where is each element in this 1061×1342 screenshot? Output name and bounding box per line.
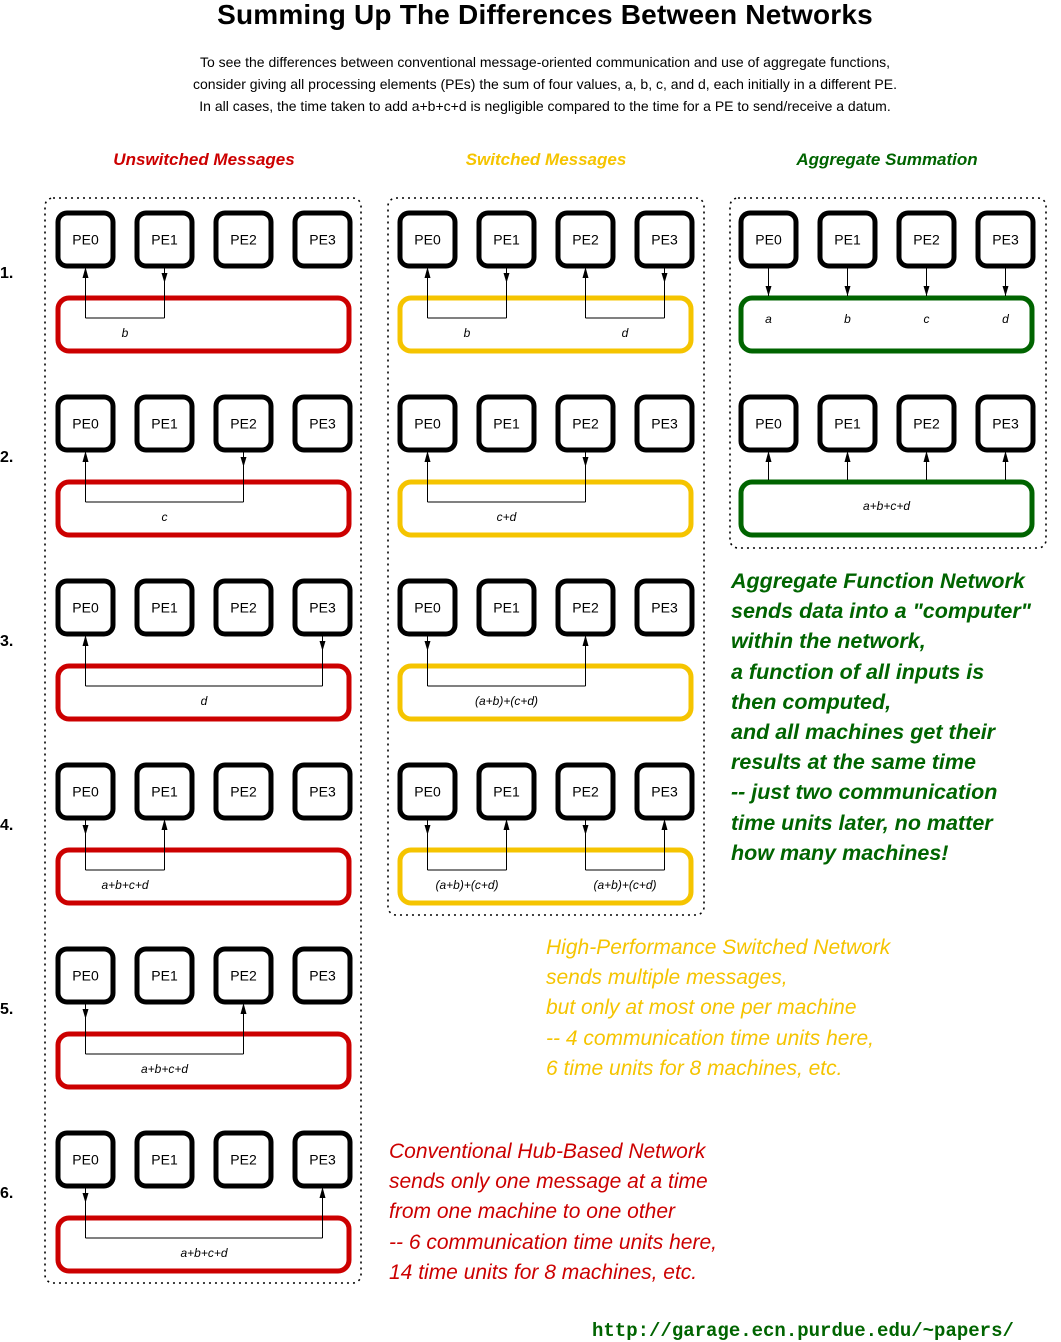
network-bus [741,298,1032,351]
pe-label: PE1 [834,231,861,248]
arrow-down [425,641,431,651]
pe-label: PE0 [414,783,441,800]
pe-label: PE1 [151,967,178,984]
switched-description-line: but only at most one per machine [546,996,857,1020]
arrow-down [83,1193,89,1203]
network-bus [58,1034,349,1087]
message-label: d [621,326,629,340]
arrow-up [241,1003,247,1014]
pe-label: PE2 [230,231,257,248]
pe-label: PE3 [992,415,1019,432]
message-label: a+b+c+d [180,1246,228,1260]
arrow-down [766,286,772,296]
pe-label: PE0 [414,415,441,432]
pe-label: PE0 [72,783,99,800]
step-label: 5. [0,1001,14,1018]
pe-label: PE1 [151,231,178,248]
message-label: (a+b)+(c+d) [435,878,499,892]
arrow-up [504,819,510,830]
arrow-up [425,451,431,462]
conventional-description-line: -- 6 communication time units here, [389,1230,717,1254]
arrow-up [162,819,168,830]
pe-label: PE2 [913,231,940,248]
pe-label: PE2 [230,967,257,984]
aggregate-description-line: sends data into a "computer" [731,599,1031,624]
aggregate-description-line: results at the same time [731,750,976,775]
arrow-down [1003,286,1009,296]
pe-label: PE0 [414,231,441,248]
message-label: c+d [496,510,517,524]
message-label: (a+b)+(c+d) [593,878,657,892]
message-label: a+b+c+d [101,878,149,892]
dotted-frame [45,198,361,1283]
aggregate-description-line: Aggregate Function Network [731,569,1025,593]
page-title: Summing Up The Differences Between Networks [217,0,873,30]
pe-label: PE3 [651,599,678,616]
pe-label: PE3 [651,415,678,432]
aggregate-result-label: a+b+c+d [862,499,911,513]
pe-label: PE0 [755,231,782,248]
pe-label: PE0 [72,1151,99,1168]
pe-label: PE2 [572,599,599,616]
arrow-up [766,451,772,462]
pe-label: PE2 [230,1151,257,1168]
network-bus [58,298,349,351]
step-label: 6. [0,1185,14,1202]
arrow-up [83,635,89,646]
conventional-description [389,1137,717,1288]
pe-label: PE1 [834,415,861,432]
arrow-down [83,825,89,835]
aggregate-description-line: and all machines get their [731,720,996,745]
input-value-label: d [1002,312,1009,326]
arrow-down [583,457,589,467]
arrow-down [162,273,168,283]
arrow-down [583,825,589,835]
aggregate-description-line: how many machines! [731,840,949,865]
pe-label: PE0 [72,599,99,616]
heading-switched: Switched Messages [465,150,627,169]
switched-description [546,933,890,1084]
input-value-label: a [765,312,772,326]
arrow-down [662,273,668,283]
intro-line-1: To see the differences between conventional message-oriented communication and use of aggregate functions, [199,54,891,70]
pe-label: PE2 [572,415,599,432]
pe-label: PE0 [414,599,441,616]
pe-label: PE0 [72,415,99,432]
network-bus [400,850,691,903]
aggregate-description-line: within the network, [731,629,926,654]
heading-aggregate: Aggregate Summation [796,150,978,169]
arrow-up [662,819,668,830]
step-label: 1. [0,265,14,282]
switched-description-line: -- 4 communication time units here, [546,1026,874,1050]
network-bus [400,666,691,719]
arrow-down [83,1009,89,1019]
arrow-up [1003,451,1009,462]
arrow-up [583,267,589,278]
pe-label: PE3 [309,967,336,984]
input-value-label: c [923,312,930,326]
arrow-down [425,825,431,835]
pe-label: PE3 [309,783,336,800]
pe-label: PE3 [309,1151,336,1168]
arrow-up [845,451,851,462]
arrow-up [425,267,431,278]
message-label: d [200,694,208,708]
message-label: a+b+c+d [140,1062,189,1076]
pe-label: PE2 [230,599,257,616]
aggregate-description [731,566,1031,868]
pe-label: PE1 [151,1151,178,1168]
switched-description-line: High-Performance Switched Network [546,936,891,959]
step-label: 3. [0,633,14,650]
arrow-up [83,267,89,278]
input-value-label: b [844,312,851,326]
message-label: c [161,510,168,524]
heading-unswitched: Unswitched Messages [113,150,295,169]
pe-label: PE1 [151,783,178,800]
message-label: b [121,326,129,340]
pe-label: PE1 [151,599,178,616]
arrow-up [583,635,589,646]
switched-description-line: sends multiple messages, [546,966,788,990]
aggregate-description-line: -- just two communication [731,780,998,805]
pe-label: PE0 [72,231,99,248]
pe-label: PE2 [230,415,257,432]
arrow-up [320,1187,326,1198]
intro-line-2: consider giving all processing elements (PEs) the sum of four values, a, b, c, and d, each initially in a different PE. [193,76,897,92]
footer-url: http://garage.ecn.purdue.edu/~papers/ [592,1320,1014,1342]
pe-label: PE2 [913,415,940,432]
pe-label: PE1 [493,783,520,800]
network-bus [58,482,349,535]
pe-label: PE3 [309,599,336,616]
arrow-down [320,641,326,651]
conventional-description-line: from one machine to one other [389,1200,676,1224]
conventional-description-line: Conventional Hub-Based Network [389,1140,706,1163]
pe-label: PE1 [493,231,520,248]
switched-description-line: 6 time units for 8 machines, etc. [546,1056,843,1080]
pe-label: PE3 [309,231,336,248]
aggregate-description-line: then computed, [731,689,892,714]
message-label: (a+b)+(c+d) [474,694,539,708]
step-label: 4. [0,817,14,834]
arrow-down [924,286,930,296]
step-label: 2. [0,449,14,466]
aggregate-description-line: time units later, no matter [731,810,993,835]
arrow-down [504,273,510,283]
pe-label: PE2 [572,231,599,248]
network-bus [400,298,691,351]
pe-label: PE3 [651,231,678,248]
pe-label: PE3 [651,783,678,800]
arrow-up [83,451,89,462]
pe-label: PE1 [493,599,520,616]
conventional-description-line: 14 time units for 8 machines, etc. [389,1260,698,1284]
network-bus [58,1218,349,1271]
pe-label: PE3 [992,231,1019,248]
intro-line-3: In all cases, the time taken to add a+b+c+d is negligible compared to the time for a PE to send/receive a datum. [199,98,891,114]
pe-label: PE1 [151,415,178,432]
network-bus [400,482,691,535]
aggregate-description-line: a function of all inputs is [731,659,985,684]
arrow-down [241,457,247,467]
conventional-description-line: sends only one message at a time [389,1170,708,1194]
arrow-down [845,286,851,296]
network-bus [58,666,349,719]
pe-label: PE0 [72,967,99,984]
pe-label: PE2 [230,783,257,800]
pe-label: PE1 [493,415,520,432]
pe-label: PE2 [572,783,599,800]
arrow-up [924,451,930,462]
message-label: b [463,326,471,340]
pe-label: PE0 [755,415,782,432]
pe-label: PE3 [309,415,336,432]
network-bus [58,850,349,903]
